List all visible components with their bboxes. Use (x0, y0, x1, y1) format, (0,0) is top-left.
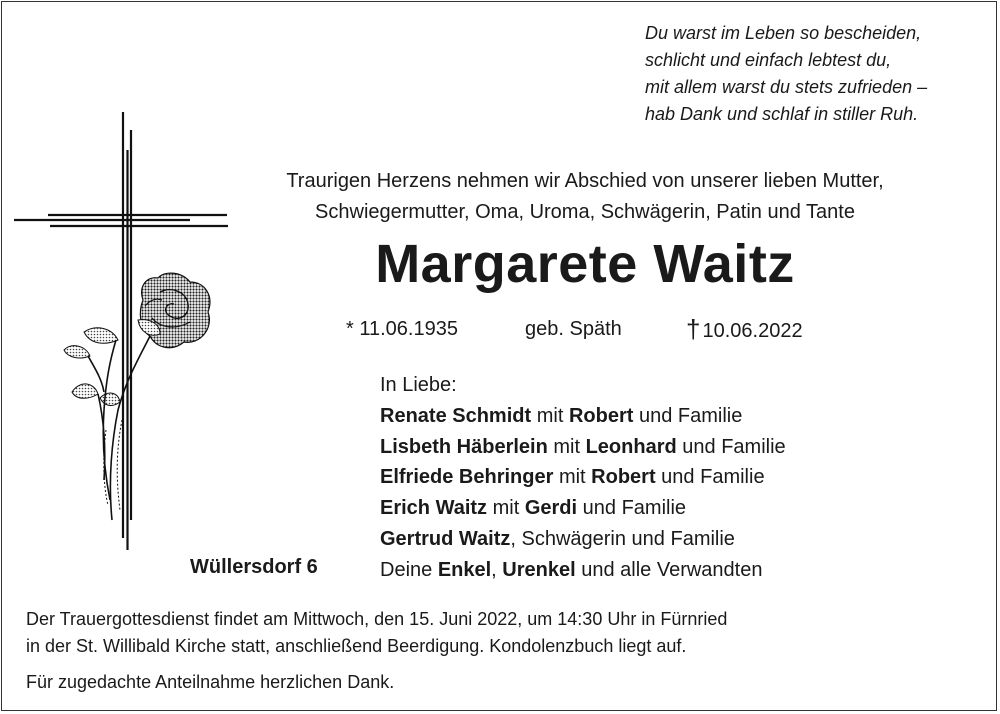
mourner-text: und Familie (655, 466, 765, 489)
mourner-text: mit (487, 497, 525, 520)
mourner-name: Elfriede Behringer (380, 466, 554, 489)
mourner-text: , Schwägerin und Familie (510, 527, 735, 550)
rose-icon (64, 273, 210, 520)
mourner-line (380, 524, 786, 555)
mourner-name: Renate Schmidt (380, 404, 532, 427)
poem-line: Du warst im Leben so bescheiden, (645, 23, 922, 43)
mourner-name: Robert (568, 404, 634, 427)
death-date-group (686, 314, 803, 346)
mourner-text: mit (553, 466, 592, 489)
intro-line-2: Schwiegermutter, Oma, Uroma, Schwägerin, Patin und Tante (315, 201, 855, 223)
dagger-icon: † (686, 314, 701, 344)
mourners-list (380, 370, 786, 586)
thanks-text: Für zugedachte Anteilnahme herzlichen Dank. (26, 672, 395, 692)
mourner-name: Gertrud Waitz (380, 527, 511, 550)
mourner-line (380, 401, 786, 432)
poem-line: mit allem warst du stets zufrieden – (645, 77, 928, 97)
mourner-text: und Familie (577, 497, 687, 520)
address: Wüllersdorf 6 (190, 556, 318, 578)
service-info (26, 606, 986, 660)
mourner-text: und Familie (676, 435, 786, 458)
mourner-line (380, 493, 786, 524)
mourner-name: Enkel (437, 558, 492, 581)
mourner-line (380, 432, 786, 463)
deceased-name: Margarete Waitz (375, 234, 795, 294)
mourner-text: und Familie (633, 404, 743, 427)
mourner-name: Lisbeth Häberlein (380, 435, 548, 458)
poem (645, 20, 985, 128)
mourners-heading: In Liebe: (380, 374, 457, 396)
service-line-2: in der St. Willibald Kirche statt, anschließend Beerdigung. Kondolenzbuch liegt auf. (26, 636, 687, 656)
intro-text (200, 166, 970, 228)
mourner-name: Robert (591, 466, 656, 489)
death-date: 10.06.2022 (702, 320, 803, 342)
mourner-text: und alle Verwandten (575, 558, 763, 581)
mourner-text: mit (531, 404, 569, 427)
mourner-name: Leonhard (585, 435, 677, 458)
intro-line-1: Traurigen Herzens nehmen wir Abschied von unserer lieben Mutter, (286, 170, 884, 192)
maiden-name: geb. Späth (525, 318, 622, 340)
mourner-text: mit (547, 435, 586, 458)
mourner-text: , (491, 558, 503, 581)
mourner-text: Deine (380, 558, 438, 581)
poem-line: schlicht und einfach lebtest du, (645, 50, 892, 70)
mourner-name: Erich Waitz (380, 497, 488, 520)
mourner-line (380, 462, 786, 493)
service-line-1: Der Trauergottesdienst findet am Mittwoch, den 15. Juni 2022, um 14:30 Uhr in Fürnried (26, 609, 728, 629)
mourner-name: Gerdi (524, 497, 578, 520)
birth-date: * 11.06.1935 (346, 318, 458, 340)
poem-line: hab Dank und schlaf in stiller Ruh. (645, 104, 919, 124)
mourner-line (380, 555, 786, 586)
mourner-name: Urenkel (502, 558, 576, 581)
